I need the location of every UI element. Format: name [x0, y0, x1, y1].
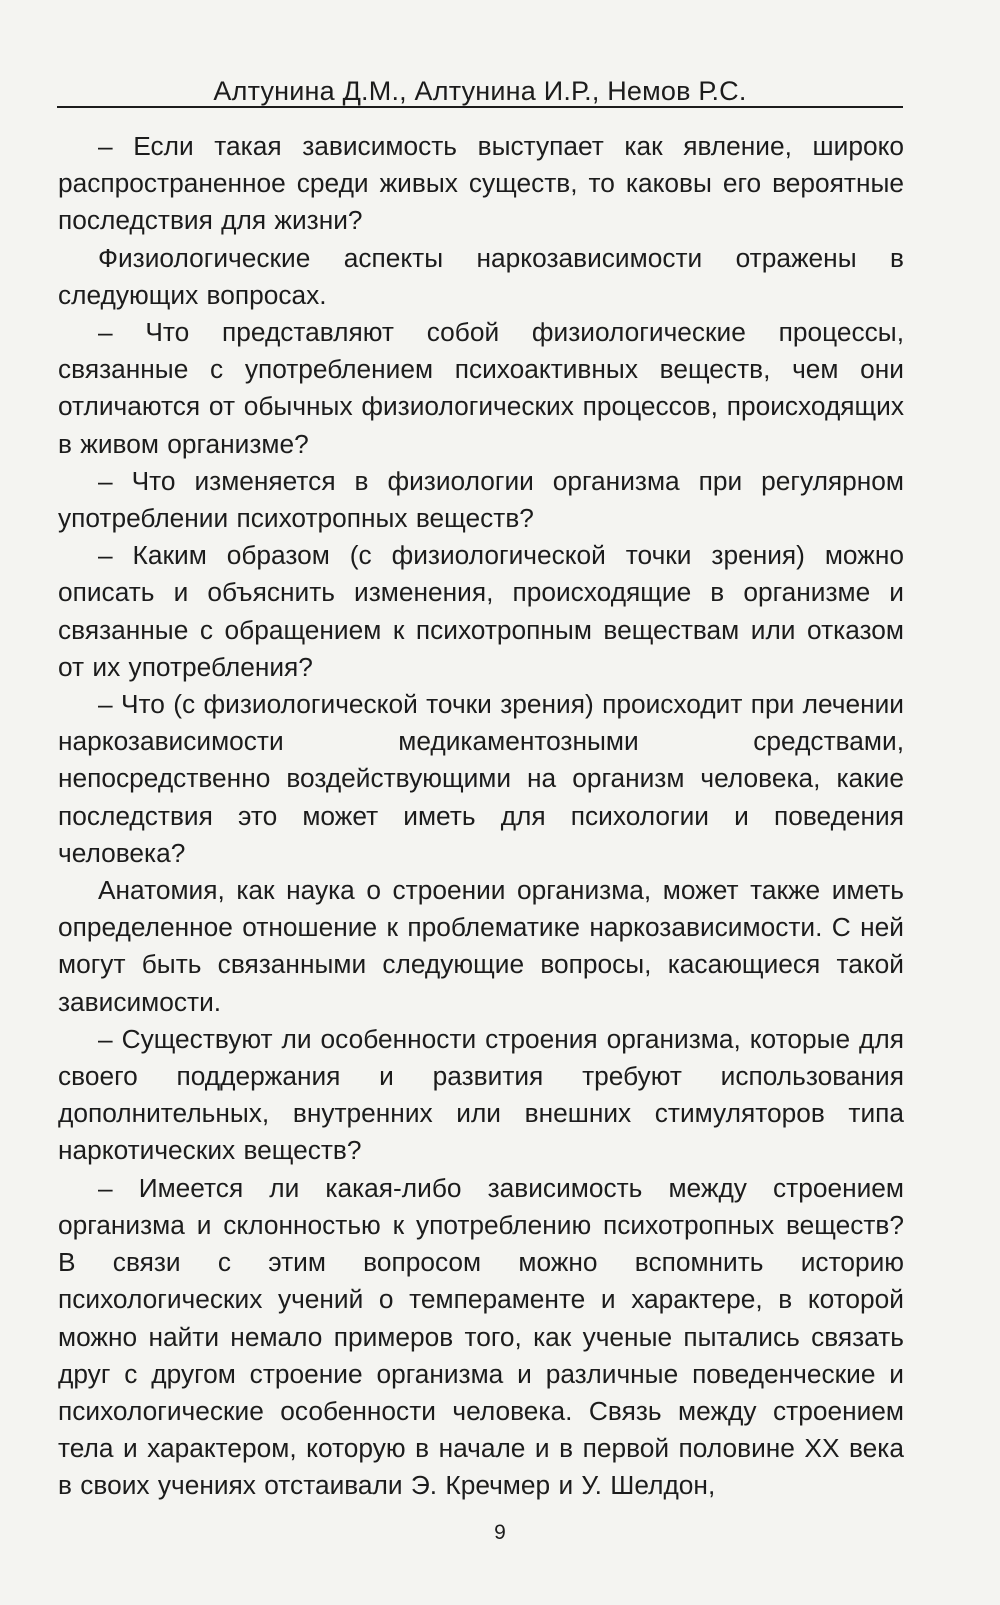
- paragraph-structure-question: – Существуют ли особенности строения организма, которые для своего поддержания и развития требуют использования дополнительных, внутренних или внешних стимуляторов типа наркотических веществ?: [58, 1023, 904, 1166]
- paragraph-regular-use-question: – Что изменяется в физиологии организма при регулярном употреблении психотропных веществ?: [58, 465, 904, 534]
- paragraph-physiological-processes-question: – Что представляют собой физиологические процессы, связанные с употреблением психоактивных веществ, чем они отличаются от обычных физиологических процессов, происходящих в живом организме?: [58, 317, 904, 459]
- paragraph-anatomy-intro: Анатомия, как наука о строении организма, может также иметь определенное отношение к проблематике наркозависимости. С ней могут быть связанными следующие вопросы, касающиеся такой зависимости.: [58, 875, 904, 1017]
- paragraph-dependency-question: – Имеется ли какая-либо зависимость между строением организма и склонностью к употреблению психотропных веществ? В связи с этим вопросом можно вспомнить историю психологических учений о темпераменте и характере, в которой можно найти немало примеров того, как ученые пытались связать друг с другом строение организма и различные поведенческие и психологические особенности человека. Связь между строением тела и характером, которую в начале и в первой половине XX века в своих учениях отстаивали Э. Кречмер и У. Шелдон,: [58, 1172, 904, 1501]
- header-rule: [57, 106, 903, 108]
- paragraph-changes-question: – Каким образом (с физиологической точки зрения) можно описать и объяснить изменения, происходящие в организме и связанные с обращением к психотропным веществам или отказом от их употребления?: [58, 540, 904, 682]
- body-text: [58, 128, 904, 1505]
- running-head-authors: Алтунина Д.М., Алтунина И.Р., Немов Р.С.: [213, 76, 747, 106]
- paragraph-consequences-question: – Если такая зависимость выступает как явление, широко распространенное среди живых существ, то каковы его вероятные последствия для жизни?: [58, 131, 904, 236]
- paragraph-physiology-intro: Физиологические аспекты наркозависимости отражены в следующих вопросах.: [58, 242, 904, 310]
- paragraph-treatment-question: – Что (с физиологической точки зрения) происходит при лечении наркозависимости медикаментозными средствами, непосредственно воздействующими на организм человека, какие последствия это может иметь для психологии и поведения человека?: [58, 689, 904, 868]
- page-number: 9: [494, 1521, 506, 1544]
